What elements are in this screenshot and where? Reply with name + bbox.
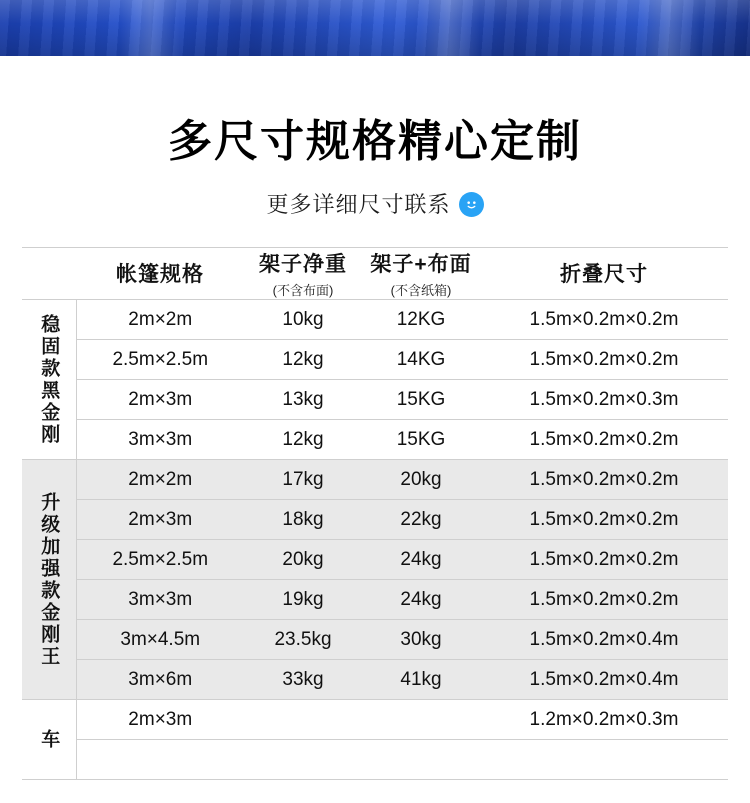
cell-fold: 1.5m×0.2m×0.2m: [480, 420, 728, 460]
cell-net: [244, 740, 362, 780]
cell-gross: 41kg: [362, 660, 480, 700]
header-folded-size: 折叠尺寸: [480, 248, 728, 300]
table-row: [22, 340, 728, 380]
cell-size: 3m×3m: [76, 420, 244, 460]
table-row: [22, 420, 728, 460]
cell-size: 3m×3m: [76, 580, 244, 620]
cell-size: 3m×6m: [76, 660, 244, 700]
cell-gross: 24kg: [362, 580, 480, 620]
cell-fold: 1.5m×0.2m×0.4m: [480, 660, 728, 700]
cell-net: 33kg: [244, 660, 362, 700]
spec-table: [22, 247, 728, 780]
table-row: [22, 700, 728, 740]
cell-size: 2.5m×2.5m: [76, 540, 244, 580]
spec-table-body: [22, 300, 728, 780]
cell-fold: [480, 740, 728, 780]
group-label-2: 升级加强款金刚王: [22, 460, 76, 700]
page-subtitle: 更多详细尺寸联系: [266, 192, 451, 218]
cell-fold: 1.5m×0.2m×0.2m: [480, 300, 728, 340]
cell-fold: 1.2m×0.2m×0.3m: [480, 700, 728, 740]
cell-gross: 15KG: [362, 420, 480, 460]
group-label-1: 稳固款黑金刚: [22, 300, 76, 460]
cell-gross: 14KG: [362, 340, 480, 380]
cell-size: 2m×3m: [76, 700, 244, 740]
fabric-fold-highlight: [640, 0, 700, 56]
table-row: [22, 660, 728, 700]
cell-net: 19kg: [244, 580, 362, 620]
table-row: [22, 580, 728, 620]
cell-size: 2m×3m: [76, 380, 244, 420]
cell-gross: 12KG: [362, 300, 480, 340]
cell-net: 23.5kg: [244, 620, 362, 660]
cell-net: 20kg: [244, 540, 362, 580]
cell-size: 2m×3m: [76, 500, 244, 540]
cell-net: 12kg: [244, 420, 362, 460]
cell-gross: 15KG: [362, 380, 480, 420]
cell-fold: 1.5m×0.2m×0.2m: [480, 460, 728, 500]
fabric-fold-highlight: [120, 0, 180, 56]
group-label-3: 车: [22, 700, 76, 780]
group-header-blank: [22, 248, 76, 300]
cell-net: 13kg: [244, 380, 362, 420]
cell-fold: 1.5m×0.2m×0.2m: [480, 580, 728, 620]
header-size: 帐篷规格: [76, 248, 244, 300]
cell-gross: 20kg: [362, 460, 480, 500]
cell-size: 2m×2m: [76, 460, 244, 500]
cell-size: 2m×2m: [76, 300, 244, 340]
table-row: [22, 500, 728, 540]
spec-table-head: [22, 248, 728, 300]
spec-table-wrapper: [22, 247, 728, 780]
smiley-face-icon: [459, 192, 484, 217]
fabric-fold-highlight: [420, 0, 480, 56]
banner-sheen-overlay: [0, 0, 750, 56]
header-gross-weight: 架子+布面 (不含纸箱): [362, 248, 480, 300]
table-row-partial: [22, 740, 728, 780]
cell-gross: 22kg: [362, 500, 480, 540]
table-row: [22, 460, 728, 500]
cell-fold: 1.5m×0.2m×0.3m: [480, 380, 728, 420]
cell-fold: 1.5m×0.2m×0.2m: [480, 340, 728, 380]
product-photo-banner: [0, 0, 750, 56]
table-row: [22, 620, 728, 660]
cell-size: 2.5m×2.5m: [76, 340, 244, 380]
cell-net: 17kg: [244, 460, 362, 500]
subtitle-row: [0, 188, 750, 219]
cell-gross: 24kg: [362, 540, 480, 580]
table-row: [22, 380, 728, 420]
cell-net: [244, 700, 362, 740]
table-row: [22, 300, 728, 340]
heading-section: [0, 56, 750, 219]
table-row: [22, 540, 728, 580]
header-row: [22, 248, 728, 300]
cell-gross: [362, 740, 480, 780]
cell-gross: [362, 700, 480, 740]
cell-fold: 1.5m×0.2m×0.2m: [480, 500, 728, 540]
cell-net: 18kg: [244, 500, 362, 540]
cell-fold: 1.5m×0.2m×0.2m: [480, 540, 728, 580]
header-net-weight: 架子净重 (不含布面): [244, 248, 362, 300]
page-title: 多尺寸规格精心定制: [168, 116, 582, 167]
cell-size: [76, 740, 244, 780]
cell-fold: 1.5m×0.2m×0.4m: [480, 620, 728, 660]
cell-net: 12kg: [244, 340, 362, 380]
cell-net: 10kg: [244, 300, 362, 340]
cell-size: 3m×4.5m: [76, 620, 244, 660]
cell-gross: 30kg: [362, 620, 480, 660]
